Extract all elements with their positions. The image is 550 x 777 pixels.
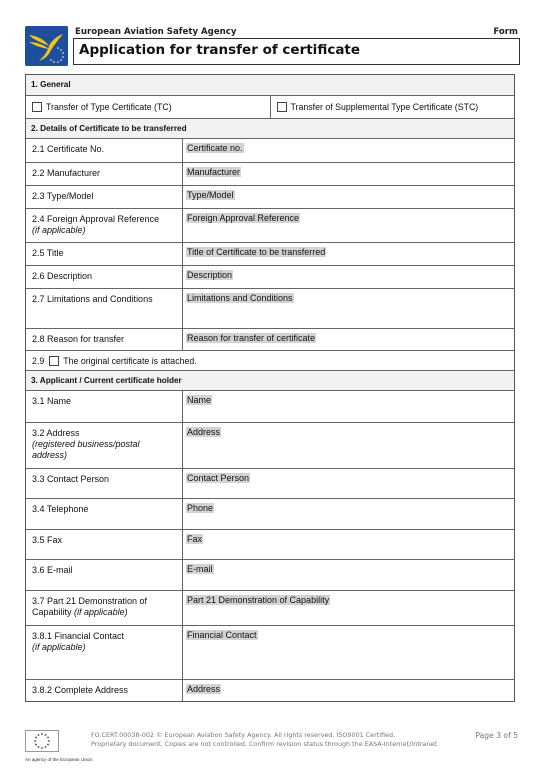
stc-checkbox[interactable]: [277, 102, 287, 112]
name-field[interactable]: Name: [187, 395, 212, 405]
field-label: 3.3 Contact Person: [26, 469, 183, 498]
section-title: 1. General: [31, 80, 71, 89]
field-label: 3.5 Fax: [26, 530, 183, 559]
page-title: Application for transfer of certificate: [79, 42, 361, 58]
type-model-field[interactable]: Type/Model: [187, 190, 234, 200]
form-row: [26, 162, 514, 185]
attached-row[interactable]: [26, 350, 514, 370]
easa-logo-icon: [25, 26, 68, 66]
field-label: 2.5 Title: [26, 243, 183, 265]
field-label: 3.1 Name: [26, 391, 183, 422]
tc-checkbox[interactable]: [32, 102, 42, 112]
page-header: [25, 26, 520, 66]
section-general-header: [26, 75, 514, 95]
form-row: [26, 468, 514, 498]
form-row: [26, 242, 514, 265]
application-form: [25, 74, 515, 702]
form-row: [26, 328, 514, 350]
footer-line-1: FO.CERT.00038-002 © European Aviation Safety Agency. All rights reserved. ISO9001 Certified.: [91, 731, 396, 739]
page-number: Page 3 of 5: [475, 731, 518, 740]
form-row: [26, 529, 514, 559]
title-box: [73, 38, 520, 65]
contact-person-field[interactable]: Contact Person: [187, 473, 250, 483]
stc-label: Transfer of Supplemental Type Certificate (STC): [290, 102, 479, 112]
form-row: [26, 422, 514, 468]
email-field[interactable]: E-mail: [187, 564, 213, 574]
field-label: 2.3 Type/Model: [26, 186, 183, 208]
form-row: [26, 390, 514, 422]
field-label: 3.8.1 Financial Contact (if applicable): [26, 626, 183, 679]
form-row: [26, 265, 514, 288]
field-label: 2.1 Certificate No.: [26, 139, 183, 162]
section-title: 2. Details of Certificate to be transferred: [31, 124, 187, 133]
form-row: [26, 185, 514, 208]
attached-label: The original certificate is attached.: [63, 356, 197, 366]
fax-field[interactable]: Fax: [187, 534, 203, 544]
form-row: [26, 590, 514, 625]
foreign-approval-reference-field[interactable]: Foreign Approval Reference: [187, 213, 300, 223]
field-label: 2.4 Foreign Approval Reference (if applicable): [26, 209, 183, 242]
limitations-field[interactable]: Limitations and Conditions: [187, 293, 293, 303]
field-label: 3.7 Part 21 Demonstration of Capability (if applicable): [26, 591, 183, 625]
form-row: [26, 288, 514, 328]
page-footer: [25, 727, 520, 767]
eu-agency-text: An agency of the European Union: [25, 757, 93, 762]
transfer-type-row: [26, 95, 514, 118]
attached-number: 2.9: [32, 356, 45, 366]
form-row: [26, 679, 514, 701]
form-label: Form: [493, 27, 518, 37]
financial-contact-field[interactable]: Financial Contact: [187, 630, 257, 640]
reason-for-transfer-field[interactable]: Reason for transfer of certificate: [187, 333, 316, 343]
footer-line-2: Proprietary document. Copies are not controlled. Confirm revision status through the EASA-Internet/Intranet.: [91, 740, 439, 748]
form-row: [26, 498, 514, 529]
form-row: [26, 559, 514, 590]
stc-option[interactable]: [270, 96, 515, 118]
section-title: 3. Applicant / Current certificate holder: [31, 376, 182, 385]
complete-address-field[interactable]: Address: [187, 684, 221, 694]
field-label: 3.8.2 Complete Address: [26, 680, 183, 701]
eu-flag-icon: [25, 730, 59, 752]
section-details-header: [26, 118, 514, 138]
field-label: 3.6 E-mail: [26, 560, 183, 590]
tc-option[interactable]: [26, 96, 270, 118]
title-field[interactable]: Title of Certificate to be transferred: [187, 247, 326, 257]
form-row: [26, 138, 514, 162]
telephone-field[interactable]: Phone: [187, 503, 214, 513]
certificate-no-field[interactable]: Certificate no.: [187, 143, 243, 153]
form-row: [26, 208, 514, 242]
field-label: 2.6 Description: [26, 266, 183, 288]
manufacturer-field[interactable]: Manufacturer: [187, 167, 241, 177]
tc-label: Transfer of Type Certificate (TC): [46, 102, 172, 112]
description-field[interactable]: Description: [187, 270, 233, 280]
field-label: 2.8 Reason for transfer: [26, 329, 183, 350]
form-row: [26, 625, 514, 679]
field-label: 2.7 Limitations and Conditions: [26, 289, 183, 328]
field-label: 2.2 Manufacturer: [26, 163, 183, 185]
agency-name: European Aviation Safety Agency: [75, 27, 237, 37]
section-applicant-header: [26, 370, 514, 390]
part21-capability-field[interactable]: Part 21 Demonstration of Capability: [187, 595, 330, 605]
address-field[interactable]: Address: [187, 427, 221, 437]
field-label: 3.2 Address (registered business/postal address): [26, 423, 183, 468]
attached-checkbox[interactable]: [49, 356, 59, 366]
field-label: 3.4 Telephone: [26, 499, 183, 529]
